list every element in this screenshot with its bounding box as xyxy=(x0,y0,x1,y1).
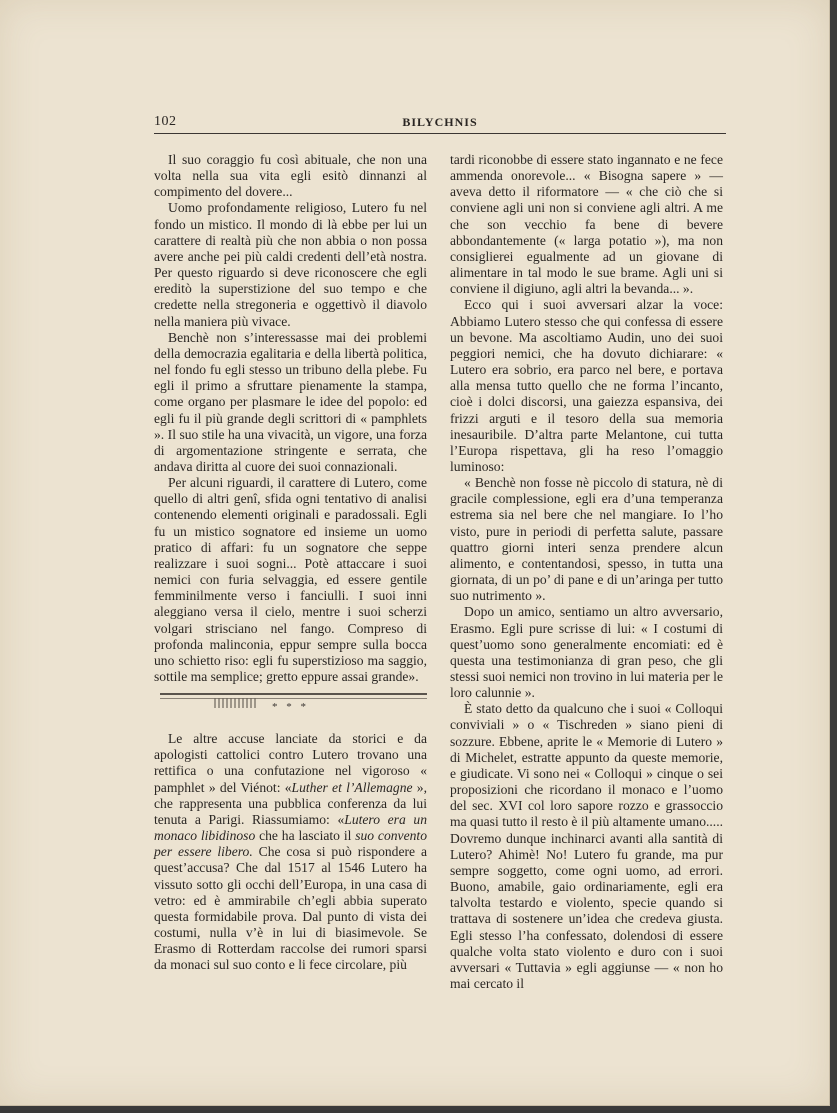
page-number: 102 xyxy=(154,114,177,129)
paragraph xyxy=(154,731,427,973)
italic-quote: Lutero era un monaco libidinoso xyxy=(154,811,428,844)
italic-quote: suo convento per essere libero. xyxy=(154,828,427,860)
paragraph: Il suo coraggio fu così abituale, che non una volta nella sua vita egli esitò dinnanzi al compimento del dovere... xyxy=(154,152,427,200)
text-run: Le altre accuse lanciate da storici e da apologisti cattolici contro Lutero trovano una rettifica o una confutazione nel vigoroso « pamphlet » del Viénot: « xyxy=(154,731,427,795)
header-rule xyxy=(154,133,726,134)
paragraph: È stato detto da qualcuno che i suoi « Colloqui conviviali » o « Tischreden » siano pieni di sozzure. Ebbene, aprite le « Memorie di Lutero » di Michelet, estratte appunto da queste memorie, e giudicate. Vi sono nei « Colloqui » cinque o sei proposizioni che ricordano il monaco e l’uomo del sec. XVI col loro sapore rozzo e grassoccio ma quasi tutto il resto è il più altamente umano..... Dovremo dunque inchinarci avanti alla santità di Lutero? Ahimè! No! Lutero fu grande, ma pur sempre soggetto, come ogni uomo, ad errori. Buono, amabile, gaio ordinariamente, egli era talvolta testardo e violento, specie quando si trattava di sostenere un’idea che credeva giusta. Egli stesso l’ha confessato, dolendosi di essere qualche volta stato violento e duro con i suoi avversari « Tuttavia » egli aggiunse — « non ho mai cercato il xyxy=(450,701,723,991)
paragraph: Ecco qui i suoi avversari alzar la voce: Abbiamo Lutero stesso che qui confessa di essere un bevone. Ma ascoltiamo Audin, uno dei suoi peggiori nemici, che ha dovuto dichiarare: « Lutero era sobrio, era parco nel bere, e portava alla mensa tutto quello che ne forma l’incanto, cioè i dolci discorsi, una gaiezza espansiva, dei frizzi arguti e il tesoro della sua memoria inesauribile. D’altra parte Melantone, cui tutta l’Europa rispettava, gli ha reso l’omaggio luminoso: xyxy=(450,297,723,474)
paragraph: Per alcuni riguardi, il carattere di Lutero, come quello di altri genî, sfida ogni tentativo di analisi contenendo elementi originali e paradossali. Egli fu un mistico sognatore ed insieme un uomo pratico di affari: fu un sognatore che seppe realizzare i suoi sogni... Potè attaccare i suoi nemici con furia selvaggia, ed essere gentile femminilmente verso i fanciulli. I suoi inni aleggiano versa il cielo, mentre i suoi scherzi volgari strisciano nel fango. Compreso di profonda malinconia, eppur sempre sulla bocca uno schietto riso: egli fu superstizioso ma saggio, sottile ma semplice; gretto eppure assai grande». xyxy=(154,475,427,684)
paragraph: Benchè non s’interessasse mai dei problemi della democrazia egalitaria e della libertà politica, nel fondo fu egli stesso un tribuno della plebe. Fu egli il primo a sfruttare pienamente la stampa, come organo per plasmare le idee del popolo: ed egli fu il più grande degli scrittori di « pamphlets ». Il suo stile ha una vivacità, un vigore, una forza di argomentazione stringente e serrata, che andava diritta al cuore dei suoi connazionali. xyxy=(154,329,427,474)
text-run: che ha lasciato il xyxy=(255,828,356,844)
paragraph: tardi riconobbe di essere stato ingannato e ne fece ammenda onorevole... « Bisogna sapere » — aveva detto il riformatore — « che ciò che si conviene agli uni non si conviene agli altri. A me che son vecchio fa bene di bevere abbondantemente (« larga potatio »), ma non consiglierei egualmente ad un giovane di alimentare in tal modo le sue brame. Agli uni si conviene il digiuno, agli altri la bevanda... ». xyxy=(450,152,723,297)
text-run: Che cosa si può rispondere a quest’accusa? Che dal 1517 al 1546 Lutero ha vissuto sotto gli occhi dell’Europa, in una casa di vetro: ed è ammirabile ch’egli abbia superato questa formidabile prova. Dal punto di vista dei costumi, nulla v’è in lui di biasimevole. Se Erasmo di Rotterdam raccolse dei rumori sparsi da monaci sul suo conto e li fece circolare, più xyxy=(154,844,427,973)
paragraph: Dopo un amico, sentiamo un altro avversario, Erasmo. Egli pure scrisse di lui: « I costumi di quest’uomo sono generalmente encomiati: ed è questa una testimonianza di gran peso, che gli stessi suoi nemici non trovino in lui materia per le loro calunnie ». xyxy=(450,604,723,701)
paragraph: « Benchè non fosse nè piccolo di statura, nè di gracile complessione, egli era d’una temperanza estrema sia nel bere che nel mangiare. Io l’ho visto, pure in periodi di perfetta salute, passare quattro giorni interi senza prendere alcun alimento, e contentandosi, spesso, in tutta una giornata, di un po’ di pane e di un’aringa per tutto suo nutrimento ». xyxy=(450,475,723,604)
running-head: BILYCHNIS xyxy=(402,115,478,129)
page-header xyxy=(154,114,726,134)
separator-stars: * * * xyxy=(272,701,309,714)
text-run: », che rappresenta una pubblica conferenza da lui tenuta a Parigi. Riassumiamo: « xyxy=(154,779,427,827)
right-column xyxy=(450,152,723,992)
section-separator xyxy=(154,685,427,731)
left-column xyxy=(154,152,427,974)
paragraph: Uomo profondamente religioso, Lutero fu nel fondo un mistico. Il mondo di là ebbe per lui un carattere di realtà più che non abbia o non possa avere anche pei più caldi credenti dell’età nostra. Per questo riguardo si deve riconoscere che egli ereditò la superstizione del suo tempo e che credette nella stregoneria e oggettivò il diavolo nella maniera più vivace. xyxy=(154,200,427,329)
italic-title: Luther et l’Allemagne xyxy=(291,779,413,795)
